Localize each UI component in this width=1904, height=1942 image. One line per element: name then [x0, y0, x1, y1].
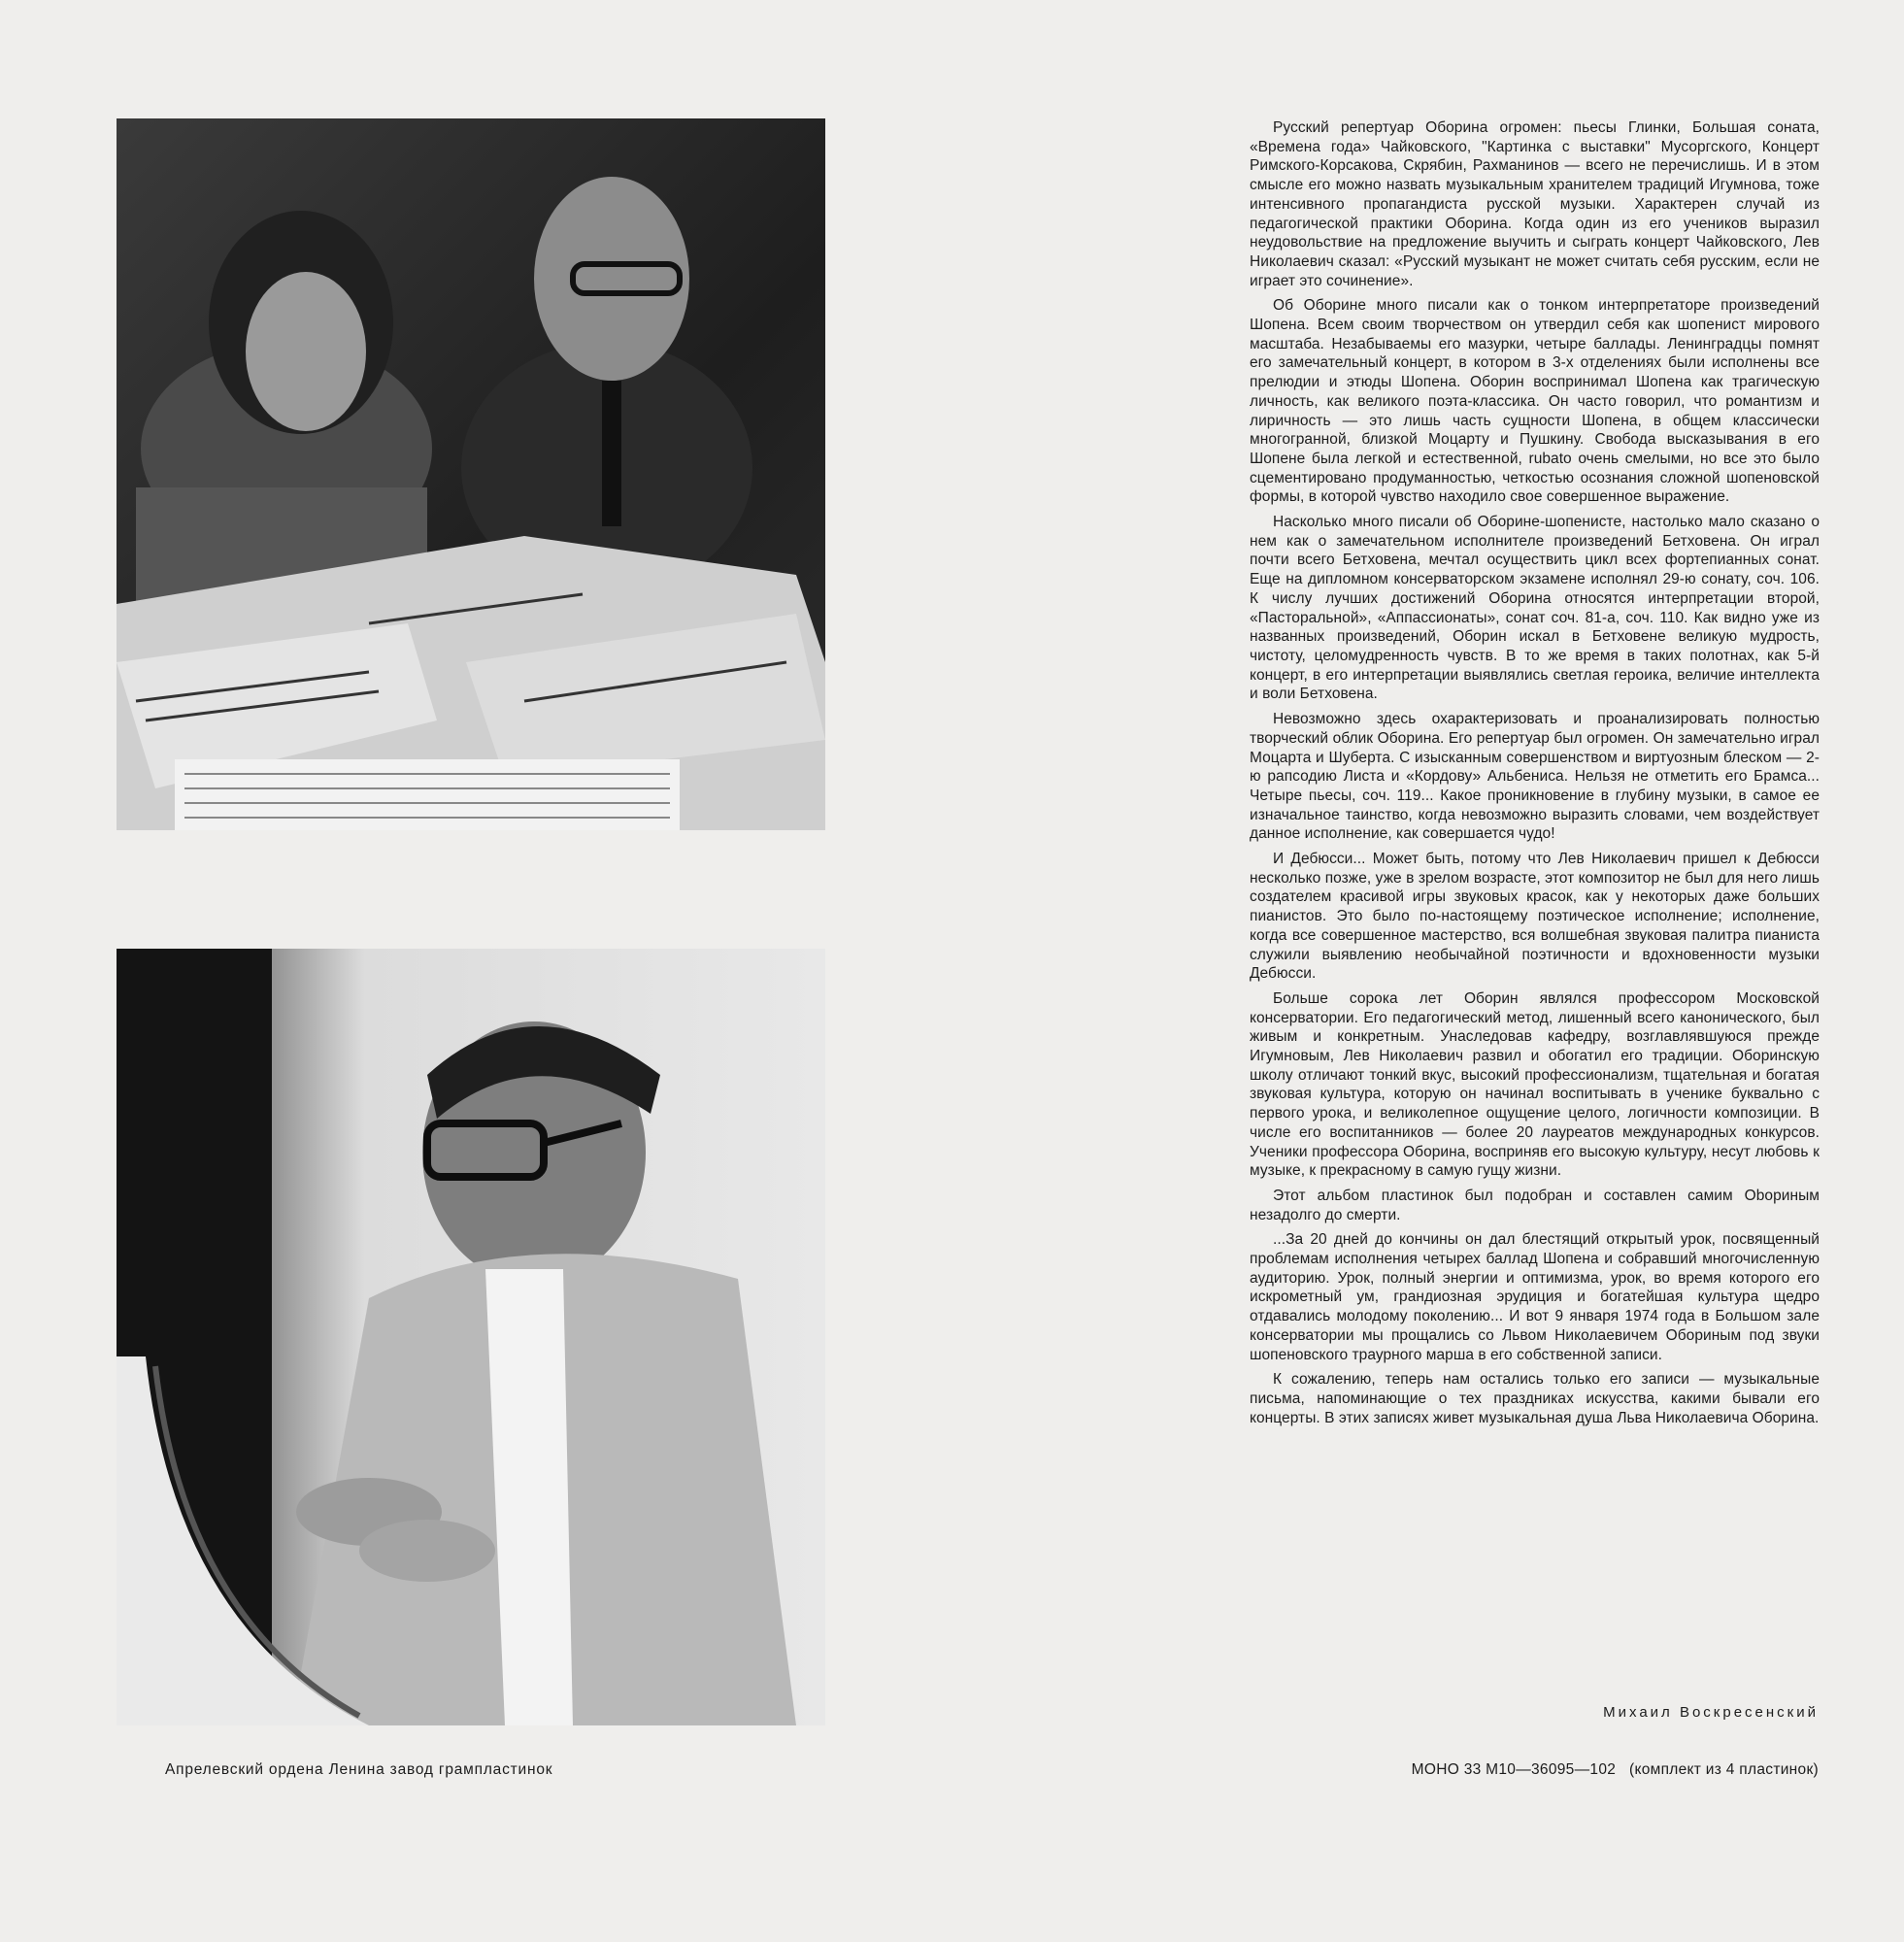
- article-paragraph: Насколько много писали об Оборине-шопенисте, настолько мало сказано о нем как о замечательном исполнителе произведений Бетховена. Он играл почти всего Бетховена, мечтал осуществить цикл всех фортепианных сонат. Еще на дипломном консерваторском экзамене исполнял 29-ю сонату, соч. 106. К числу лучших достижений Оборина относятся интерпретации второй, «Пасторальной», «Аппассионаты», сонат соч. 81-а, соч. 110. Как видно уже из названных произведений, Оборин искал в Бетховене великую мудрость, чистоту, целомудренность чувств. В то же время в таких полотнах, как 5-й концерт, в его интерпретации выявлялись светлая героика, величие интеллекта и воли Бетховена.: [1250, 514, 1820, 703]
- catalog-number: МОНО 33 М10—36095—102: [1411, 1761, 1617, 1778]
- photo-pianist-portrait-icon: [117, 949, 825, 1725]
- photo-two-pianists: [117, 118, 825, 830]
- article-paragraph: Русский репертуар Оборина огромен: пьесы Глинки, Большая соната, «Времена года» Чайковского, "Картинка с выставки" Мусоргского, Концерт Римского-Корсакова, Скрябин, Рахманинов — всего не перечислишь. И в этом смысле его можно назвать музыкальным хранителем традиций Игумнова, тоже интенсивного пропагандиста русской музыки. Характерен случай из педагогической практики Оборина. Когда один из его учеников выразил неудовольствие на предложение выучить и сыграть концерт Чайковского, Лев Николаевич сказал: «Русский музыкант не может считать себя русским, если не играет это сочинение».: [1250, 119, 1820, 289]
- article-paragraph: Этот альбом пластинок был подобран и составлен самим Obориным незадолго до смерти.: [1250, 1187, 1820, 1223]
- photo-pianist-portrait: [117, 949, 825, 1725]
- article-paragraph: Невозможно здесь охарактеризовать и проанализировать полностью творческий облик Оборина. Его репертуар был огромен. Он замечательно играл Моцарта и Шуберта. С изысканным совершенством и виртуозным блеском — 2-ю рапсодию Листа и «Кордову» Альбениса. Нельзя не отметить его Брамса... Четыре пьесы, соч. 119... Какое проникновение в глубину музыки, в самое ее изначальное таинство, когда невозможно выразить словами, чем воздействует данное исполнение, как совершается чудо!: [1250, 711, 1820, 843]
- article-paragraph: Больше сорока лет Оборин являлся профессором Московской консерватории. Его педагогический метод, лишенный всего канонического, был живым и конкретным. Унаследовав кафедру, возглавлявшуюся прежде Игумновым, Лев Николаевич развил и обогатил его традиции. Оборинскую школу отличают тонкий вкус, высокий профессионализм, тщательная и богатая звуковая культура, которую он начинал воспитывать в ученике буквально с первого урока, и великолепное ощущение целого, логичности композиции. В числе его воспитанников — более 20 лауреатов международных конкурсов. Ученики профессора Оборина, восприняв его высокую культуру, несут любовь к музыке, к прекрасному в самую гущу жизни.: [1250, 989, 1820, 1180]
- manufacturer-label: Апрелевский ордена Ленина завод грампластинок: [165, 1761, 553, 1778]
- article-paragraph: ...За 20 дней до кончины он дал блестящий открытый урок, посвященный проблемам исполнения четырех баллад Шопена и собравший многочисленную аудиторию. Урок, полный энергии и оптимизма, урок, во время которого его искрометный ум, грандиозная эрудиция и богатейшая культура щедро отдавались молодому поколению... И вот 9 января 1974 года в Большом зале консерватории мы прощались со Львом Николаевичем Обориным под звуки шопеновского траурного марша в его собственной записи.: [1250, 1231, 1820, 1363]
- article-paragraph: Об Оборине много писали как о тонком интерпретаторе произведений Шопена. Всем своим творчеством он утвердил себя как шопенист мирового масштаба. Незабываемы его мазурки, четыре баллады. Ленинградцы помнят его замечательный концерт, в котором в 3-х отделениях были исполнены все прелюдии и этюды Шопена. Оборин воспринимал Шопена как трагическую личность, как великого поэта-классика. Он часто говорил, что романтизм и лиричность — это лишь часть сущности Шопена, в общем классически многогранной, близкой Моцарту и Пушкину. Свобода высказывания в его Шопене была легкой и естественной, rubato очень смелыми, но все это было сцементировано продуманностью, четкостью осознания сложной шопеновской формы, в которой чувство находило свое совершенное выражение.: [1250, 297, 1820, 506]
- catalog-info: [1412, 1761, 1819, 1779]
- photo-two-pianists-icon: [117, 118, 825, 830]
- article-text: [1250, 118, 1820, 1433]
- article-paragraph: К сожалению, теперь нам остались только его записи — музыкальные письма, напоминающие о тех праздниках искусства, какими бывали его концерты. В этих записях живет музыкальная душа Льва Николаевича Оборина.: [1250, 1371, 1820, 1426]
- set-note: (комплект из 4 пластинок): [1629, 1761, 1819, 1778]
- article-paragraph: И Дебюсси... Может быть, потому что Лев Николаевич пришел к Дебюсси несколько позже, уже в зрелом возрасте, этот композитор не был для него лишь создателем красивой игры звуковых красок, как у некоторых даже больших пианистов. Это было по-настоящему поэтическое исполнение; исполнение, когда все совершенное мастерство, вся волшебная звуковая палитра пианиста служили выявлению необычайной поэтичности и вдохновенности музыки Дебюсси.: [1250, 851, 1820, 983]
- article-author: Михаил Воскресенский: [1603, 1704, 1819, 1721]
